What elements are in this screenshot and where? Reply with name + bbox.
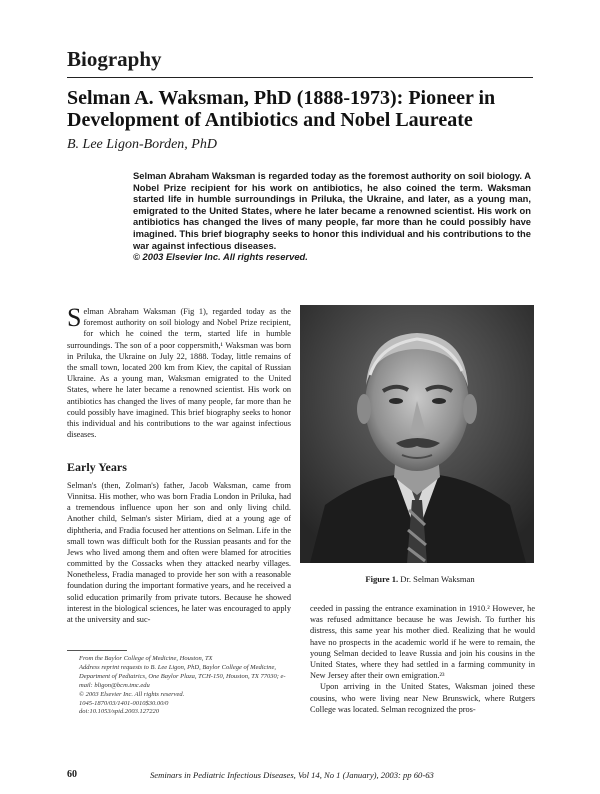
right-paragraph-1: ceeded in passing the entrance examination in 1910.² However, he was refused admittance because he was Jewish. To further his distress, this same year his mother died. Realizing that he would have no prospects in the academic world if he were to remain, the young Selman decided to leave Russia and join his cousins in the United States, where they had settled in a farming community in New Jersey after their own emigration.²³: [310, 604, 535, 681]
abstract-text: Selman Abraham Waksman is regarded today as the foremost authority on soil biology. A Nobel Prize recipient for his work on antibiotics, he also coined the term. Waksman started life in humble surroundings in Priluka, the Ukraine, and later, as a young man, emigrated to the United States, where he later became a renowned scientist. His work on antibiotics has changed the lives of many people, far more than he could possibly have imagined. This brief biography seeks to honor this individual and his contributions to the war against infectious diseases.: [133, 170, 531, 251]
footnote-doi: doi:10.1053/spid.2003.127220: [79, 708, 159, 716]
section-label: Biography: [67, 47, 162, 71]
intro-paragraph: [67, 303, 291, 440]
footnote-block: [79, 655, 289, 717]
abstract: [133, 170, 531, 263]
early-years-paragraph: [67, 480, 291, 625]
early-years-text: Selman's (then, Zolman's) father, Jacob Waksman, came from Vinnitsa. His mother, who was born Fradia London in Priluka, had a tremendous influence upon her son and only living child. Another child, Selman's sister Miriam, died at a young age of diphtheria, and Fradia focused her attentions on Selman. Life in the small town was difficult both for the Russian peasants and for the Jews who lived among them and often were blamed for atrocities committed by the Cossacks when they attacked nearby villages. Nonetheless, Fradia managed to provide her son with a reasonable foundation during the important formative years, and he received a solid education primarily from private tutors. Because he showed interest in the biological sciences, he later was encouraged to apply at the university and suc-: [67, 481, 291, 624]
journal-citation: Seminars in Pediatric Infectious Diseases, Vol 14, No 1 (January), 2003: pp 60-63: [150, 770, 434, 780]
portrait-photo: [300, 305, 534, 563]
right-paragraph-2: Upon arriving in the United States, Waksman joined these cousins, who were living near New Brunswick, where Rutgers College was located. Selman recognized the pros-: [310, 682, 535, 714]
right-column: [310, 603, 535, 715]
portrait-illustration: [300, 305, 534, 563]
figure-caption-text: Dr. Selman Waksman: [400, 574, 475, 584]
article-title: Selman A. Waksman, PhD (1888-1973): Pioneer in Development of Antibiotics and Nobel Laureate: [67, 87, 496, 131]
footnote-copyright: © 2003 Elsevier Inc. All rights reserved.: [79, 690, 185, 698]
footnote-rule: [67, 650, 127, 651]
footnote-address: Address reprint requests to B. Lee Ligon, PhD, Baylor College of Medicine, Department of Pediatrics, One Baylor Plaza, TCH-150, Houston, TX 77030; e-mail: bligon@bcm.tmc.edu: [79, 663, 286, 689]
section-heading-early-years: Early Years: [67, 460, 127, 474]
author-line: B. Lee Ligon-Borden, PhD: [67, 137, 217, 152]
footnote-issn: 1045-1870/03/1401-0010$30.00/0: [79, 699, 169, 707]
abstract-copyright: © 2003 Elsevier Inc. All rights reserved.: [133, 251, 308, 263]
page-number: 60: [67, 769, 77, 780]
figure-label: Figure 1.: [365, 574, 399, 584]
drop-cap: S: [67, 303, 82, 332]
figure-caption: [310, 574, 530, 584]
intro-text: elman Abraham Waksman (Fig 1), regarded today as the foremost authority on soil biology and Nobel Prize recipient, for which he coined the term, started life in humble surroundings. The son of a poor coppersmith,¹ Waksman was born in Priluka, the Ukraine on July 22, 1888. Today, little remains of the small town, located 200 km from Kiev, the capital of Russian Ukraine. As a young man, Waksman emigrated to the United States, where he later became a renowned scientist. His work on antibiotics has changed the lives of many people, far more than he could possibly have imagined. This brief biography seeks to honor this individual and his contributions to the war against infectious diseases.: [67, 307, 291, 440]
header-rule: [67, 77, 533, 78]
footnote-affiliation: From the Baylor College of Medicine, Houston, TX: [79, 655, 213, 662]
